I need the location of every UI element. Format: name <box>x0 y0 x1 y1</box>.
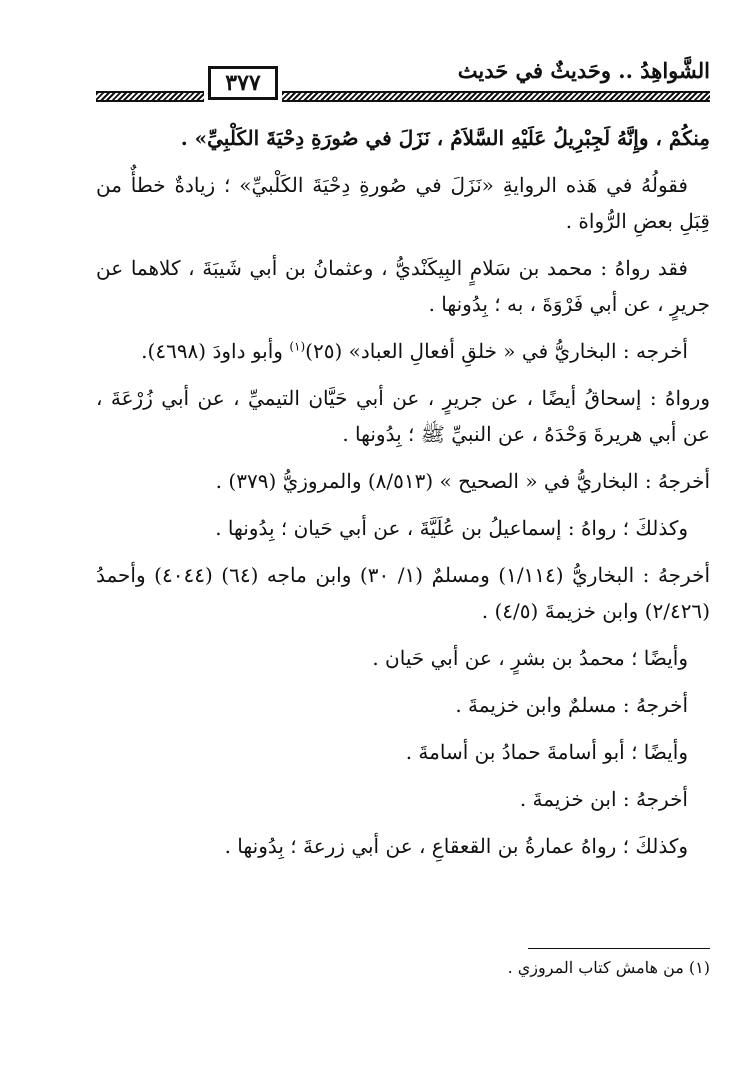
text-line-1: مِنكُمْ ، وإِنَّهُ لَجِبْرِيلُ عَلَيْهِ السَّلاَمُ ، نَزَلَ في صُورَةِ دِحْيَةَ الكَلْبِيِّ» . <box>180 126 710 150</box>
paragraph-12: أخرجهُ : ابن خزيمةَ . <box>519 787 688 811</box>
page-number: ٣٧٧ <box>208 66 278 100</box>
paragraph-6: أخرجهُ : البخاريُّ في « الصحيح » (٨/٥١٣) والمروزيُّ (٣٧٩) . <box>215 469 710 493</box>
page-body <box>96 120 710 875</box>
page-header <box>96 52 710 108</box>
footnote: (١) من هامش كتاب المروزي . <box>507 958 710 977</box>
paragraph-10: أخرجهُ : مسلمٌ وابن خزيمةَ . <box>455 693 688 717</box>
header-rule-left <box>96 91 204 102</box>
running-title: الشَّواهِدُ .. وحَديثٌ في حَديث <box>457 58 710 83</box>
paragraph-2: فقولُهُ في هَذه الروايةِ «نَزَلَ في صُورةِ دِحْيَةَ الكَلْبيِّ» ؛ زيادةٌ خطأٌ من قِبَلِ بعضِ الرُّواة . <box>96 173 710 233</box>
paragraph-3: فقد رواهُ : محمد بن سَلامٍ البِيكَنْديُّ ، وعثمانُ بن أبي شَيبَةَ ، كلاهما عن جريرٍ ، عن أبي فَرْوَةَ ، به ؛ بِدُونها . <box>96 256 710 316</box>
citation-text-cont: وأبو داودَ (٤٦٩٨). <box>141 339 283 363</box>
paragraph-13: وكذلكَ ؛ رواهُ عمارةُ بن القعقاعِ ، عن أبي زرعةَ ؛ بِدُونها . <box>224 834 688 858</box>
footnote-separator <box>528 948 710 949</box>
footnote-marker: (١) <box>289 339 306 354</box>
paragraph-9: وأيضًا ؛ محمدُ بن بشرٍ ، عن أبي حَيان . <box>372 646 688 670</box>
paragraph-11: وأيضًا ؛ أبو أسامةَ حمادُ بن أسامةَ . <box>405 740 688 764</box>
paragraph-5: ورواهُ : إسحاقُ أيضًا ، عن جريرٍ ، عن أبي حَيَّان التيميِّ ، عن أبي زُرْعَةَ ، عن أبي هريرةَ وَحْدَهُ ، عن النبيِّ ﷺ ؛ بِدُونها . <box>96 386 710 446</box>
citation-text: أخرجه : البخاريُّ في « خلقِ أفعالِ العباد» (٢٥) <box>305 339 688 363</box>
paragraph-8: أخرجهُ : البخاريُّ (١/١١٤) ومسلمٌ (١/ ٣٠) وابن ماجه (٦٤) (٤٠٤٤) وأحمدُ (٢/٤٢٦) وابن خزيمةَ (٤/٥) . <box>96 563 710 623</box>
paragraph-7: وكذلكَ ؛ رواهُ : إسماعيلُ بن عُلَيَّةَ ، عن أبي حَيان ؛ بِدُونها . <box>215 516 688 540</box>
paragraph-4 <box>96 333 710 369</box>
header-rule-right <box>282 91 710 102</box>
